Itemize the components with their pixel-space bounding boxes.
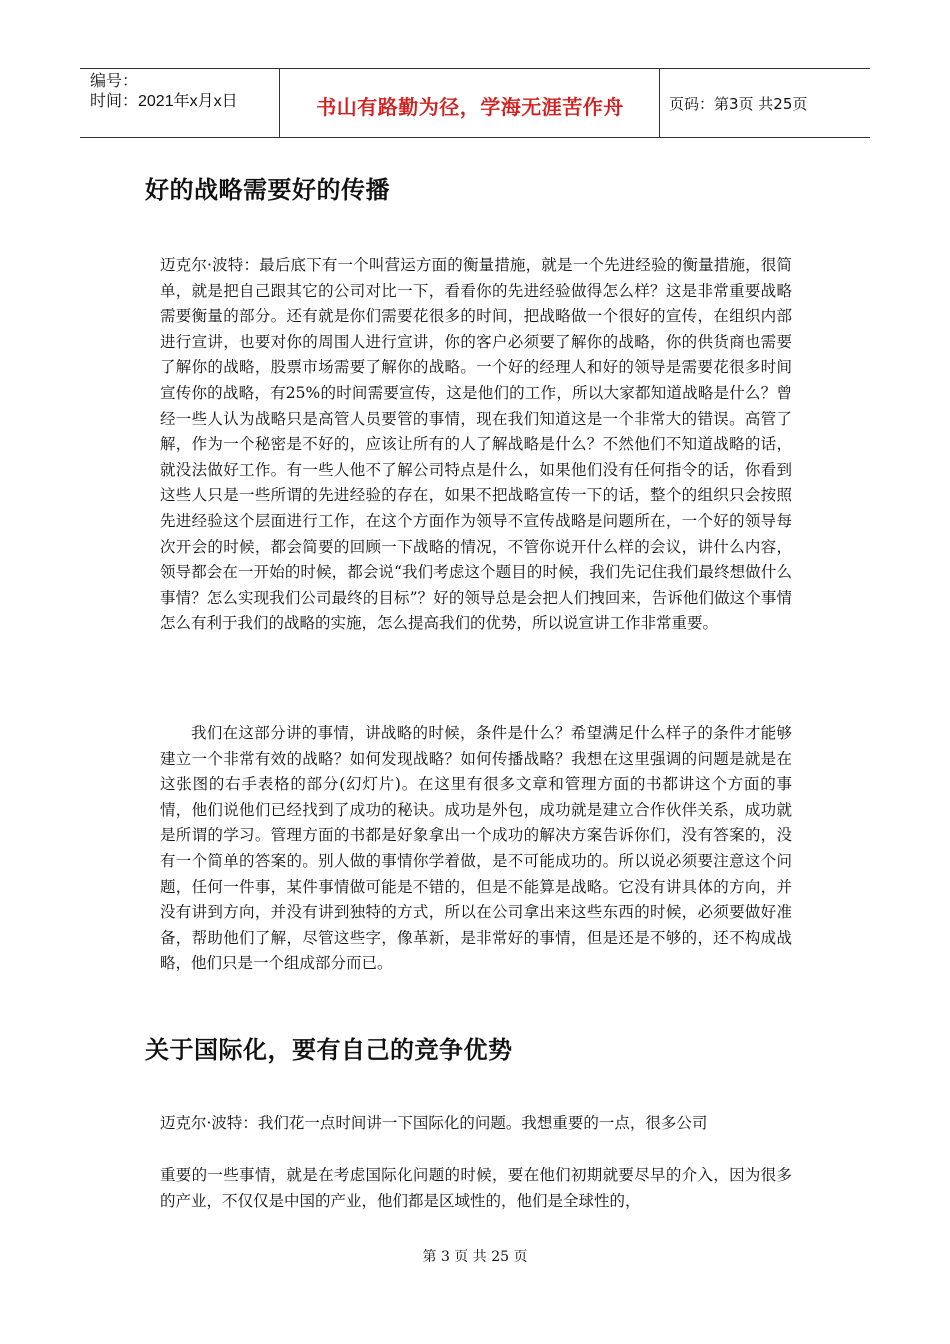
page-footer: 第 3 页 共 25 页 bbox=[422, 1249, 528, 1265]
paragraph-porter-internationalization: 迈克尔·波特：我们花一点时间讲一下国际化的问题。我想重要的一点，很多公司 bbox=[160, 1114, 708, 1132]
page-info: 页码：第3页 共25页 bbox=[669, 95, 808, 113]
paragraph-strategy-conditions: 我们在这部分讲的事情，讲战略的时候，条件是什么？希望满足什么样子的条件才能够建立一个非常有效的战略？如何发现战略？如何传播战略？我想在这里强调的问题是就是在这张图的右手表格的部分(幻灯片)。在这里有很多文章和管理方面的书都讲这个方面的事情，他们说他们已经找到了成功的秘诀。成功是外包，成功就是建立合作伙伴关系，成功就是所谓的学习。管理方面的书都是好象拿出一个成功的解决方案告诉你们，没有答案的，没有一个简单的答案的。别人做的事情你学着做，是不可能成功的。所以说必须要注意这个问题，任何一件事，某件事情做可能是不错的，但是不能算是战略。它没有讲具体的方向，并没有讲到方向，并没有讲到独特的方式，所以在公司拿出来这些东西的时候，必须要做好准备，帮助他们了解，尽管这些字，像革新，是非常好的事情，但是还是不够的，还不构成战略，他们只是一个组成部分而已。 bbox=[160, 724, 792, 973]
header-table bbox=[80, 68, 870, 138]
number-label: 编号： bbox=[90, 73, 139, 90]
paragraph-porter-measurement: 迈克尔·波特：最后底下有一个叫营运方面的衡量措施，就是一个先进经验的衡量措施，很简单，就是把自己跟其它的公司对比一下，看看你的先进经验做得怎么样？这是非常重要战略需要衡量的部分。还有就是你们需要花很多的时间，把战略做一个很好的宣传，在组织内部进行宣讲，也要对你的周围人进行宣讲，你的客户必须要了解你的战略，你的供货商也需要了解你的战略，股票市场需要了解你的战略。一个好的经理人和好的领导是需要花很多时间宣传你的战略，有25%的时间需要宣传，这是他们的工作，所以大家都知道战略是什么？曾经一些人认为战略只是高管人员要管的事情，现在我们知道这是一个非常大的错误。高管了解，作为一个秘密是不好的，应该让所有的人了解战略是什么？不然他们不知道战略的话，就没法做好工作。有一些人他不了解公司特点是什么，如果他们没有任何指令的话，你看到这些人只是一些所谓的先进经验的存在，如果不把战略宣传一下的话，整个的组织只会按照先进经验这个层面进行工作，在这个方面作为领导不宣传战略是问题所在，一个好的领导每次开会的时候，都会简要的回顾一下战略的情况，不管你说开什么样的会议，讲什么内容，领导都会在一开始的时候，都会说“我们考虑这个题目的时候，我们先记住我们最终想做什么事情？怎么实现我们公司最终的目标”？好的领导总是会把人们拽回来，告诉他们做这个事情怎么有利于我们的战略的实施，怎么提高我们的优势，所以说宣讲工作非常重要。 bbox=[160, 256, 792, 633]
header-motto-cell bbox=[281, 69, 660, 137]
section-heading-strategy-communication: 好的战略需要好的传播 bbox=[145, 176, 390, 204]
motto-text: 书山有路勤为径，学海无涯苦作舟 bbox=[316, 95, 624, 119]
paragraph-early-entry: 重要的一些事情，就是在考虑国际化问题的时候，要在他们初期就要尽早的介入，因为很多的产业，不仅仅是中国的产业，他们都是区域性的，他们是全球性的， bbox=[160, 1166, 792, 1210]
date-label: 时间：2021年x月x日 bbox=[90, 93, 238, 110]
header-meta-cell bbox=[80, 69, 280, 137]
header-page-cell bbox=[661, 69, 870, 137]
section-heading-internationalization: 关于国际化，要有自己的竞争优势 bbox=[145, 1036, 513, 1064]
